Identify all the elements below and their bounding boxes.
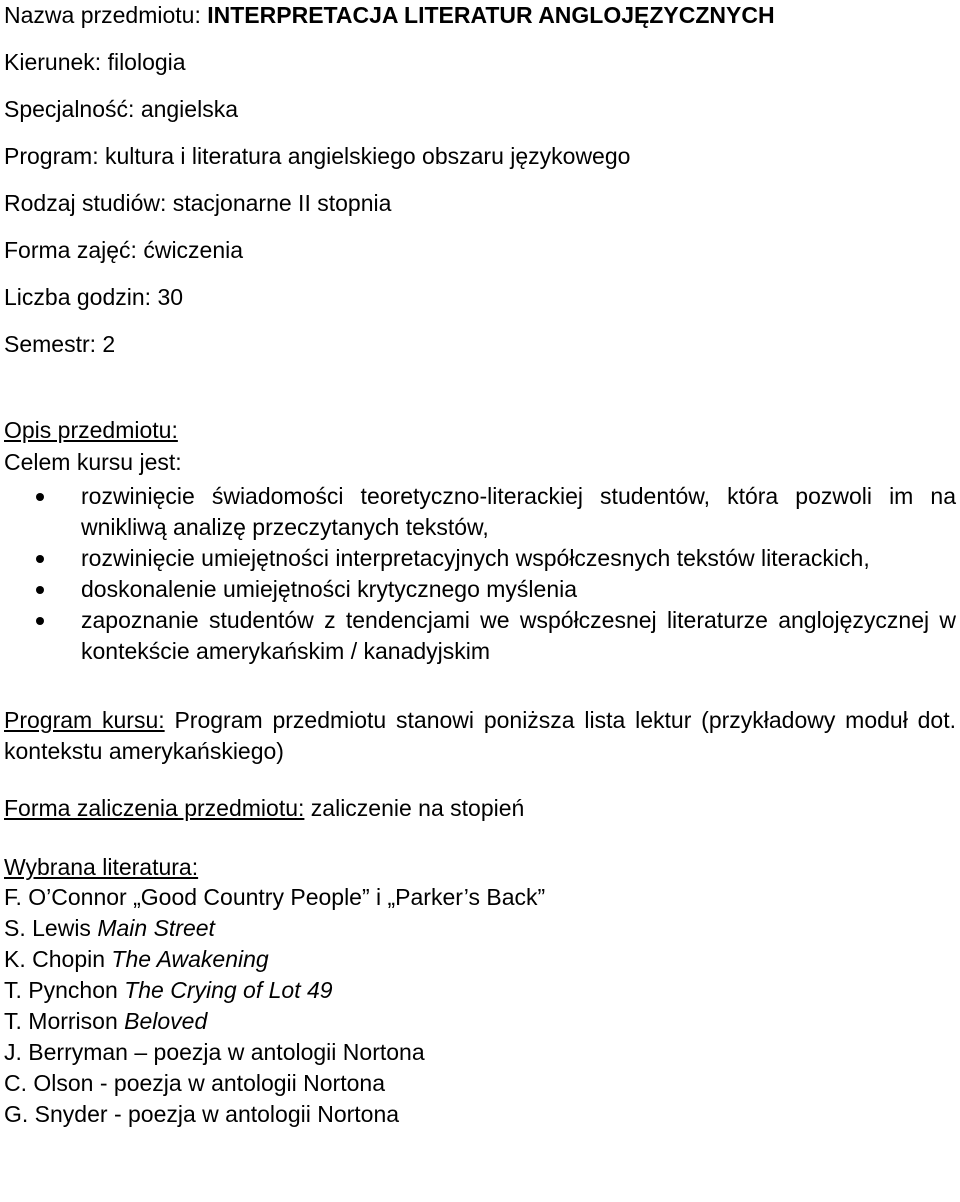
list-item: [4, 1068, 956, 1099]
meta-label: Specjalność:: [4, 96, 141, 122]
reading-title: – poezja w antologii Nortona: [134, 1039, 425, 1065]
meta-rodzaj-studiow: [4, 188, 956, 235]
reading-title: - poezja w antologii Nortona: [99, 1070, 385, 1096]
reading-author: J. Berryman: [4, 1039, 135, 1065]
meta-label: Semestr:: [4, 331, 103, 357]
meta-value: ćwiczenia: [143, 237, 244, 263]
meta-value: filologia: [107, 49, 186, 75]
meta-label: Rodzaj studiów:: [4, 190, 173, 216]
opis-heading-text: Opis przedmiotu:: [4, 417, 178, 443]
meta-liczba-godzin: [4, 282, 956, 329]
literatura-section: [4, 852, 956, 1130]
reading-title: „Good Country People” i „Parker’s Back”: [133, 884, 546, 910]
forma-zaliczenia-text: zaliczenie na stopień: [304, 795, 525, 821]
reading-author: T. Pynchon: [4, 977, 125, 1003]
list-item-text: rozwinięcie umiejętności interpretacyjnych współczesnych tekstów literackich,: [81, 545, 870, 571]
meta-value: kultura i literatura angielskiego obszaru językowego: [104, 143, 631, 169]
meta-value: stacjonarne II stopnia: [172, 190, 392, 216]
meta-section: [4, 0, 956, 376]
forma-zaliczenia-section: [4, 793, 956, 824]
reading-title: Main Street: [97, 915, 215, 941]
list-item: [4, 574, 956, 605]
meta-value: 2: [102, 331, 116, 357]
program-label: Program kursu:: [4, 707, 165, 733]
course-title: INTERPRETACJA LITERATUR ANGLOJĘZYCZNYCH: [207, 2, 775, 28]
program-section: [4, 705, 956, 767]
meta-kierunek: [4, 47, 956, 94]
list-item-text: doskonalenie umiejętności krytycznego myślenia: [81, 576, 578, 602]
meta-value: angielska: [140, 96, 238, 122]
list-item: [4, 944, 956, 975]
list-item: [4, 882, 956, 913]
list-item: [4, 543, 956, 574]
bullet-icon: [36, 493, 44, 501]
meta-program: [4, 141, 956, 188]
bullet-icon: [36, 555, 44, 563]
list-item: [4, 605, 956, 667]
literatura-heading-text: Wybrana literatura:: [4, 854, 199, 880]
opis-heading: [4, 415, 956, 445]
reading-author: K. Chopin: [4, 946, 112, 972]
reading-author: C. Olson: [4, 1070, 100, 1096]
reading-title: The Crying of Lot 49: [124, 977, 333, 1003]
literatura-heading: [4, 852, 956, 882]
reading-title: The Awakening: [111, 946, 269, 972]
list-item: [4, 1037, 956, 1068]
goals-list: [4, 481, 956, 667]
reading-author: S. Lewis: [4, 915, 98, 941]
meta-label: Kierunek:: [4, 49, 108, 75]
reading-list: [4, 882, 956, 1130]
meta-label: Nazwa przedmiotu:: [4, 2, 208, 28]
meta-label: Forma zajęć:: [4, 237, 144, 263]
meta-label: Liczba godzin:: [4, 284, 158, 310]
opis-section: [4, 415, 956, 667]
list-item: [4, 481, 956, 543]
meta-specjalnosc: [4, 94, 956, 141]
opis-intro: Celem kursu jest:: [4, 449, 182, 475]
reading-title: Beloved: [124, 1008, 208, 1034]
reading-author: G. Snyder: [4, 1101, 114, 1127]
meta-label: Program:: [4, 143, 105, 169]
reading-author: F. O’Connor: [4, 884, 134, 910]
bullet-icon: [36, 586, 44, 594]
reading-author: T. Morrison: [4, 1008, 125, 1034]
meta-semestr: [4, 329, 956, 376]
list-item-text: zapoznanie studentów z tendencjami we współczesnej literaturze anglojęzycznej w kontekście amerykańskim / kanadyjskim: [81, 607, 956, 664]
program-text: Program przedmiotu stanowi poniższa lista lektur (przykładowy moduł dot. kontekstu amerykańskiego): [4, 707, 956, 764]
list-item-text: rozwinięcie świadomości teoretyczno-literackiej studentów, która pozwoli im na wnikliwą analizę przeczytanych tekstów,: [81, 483, 956, 540]
meta-forma-zajec: [4, 235, 956, 282]
forma-zaliczenia-label: Forma zaliczenia przedmiotu:: [4, 795, 305, 821]
meta-course-name: [4, 0, 956, 47]
list-item: [4, 975, 956, 1006]
list-item: [4, 1006, 956, 1037]
list-item: [4, 1099, 956, 1130]
document-page: [4, 0, 956, 1130]
list-item: [4, 913, 956, 944]
reading-title: - poezja w antologii Nortona: [113, 1101, 400, 1127]
meta-value: 30: [157, 284, 184, 310]
bullet-icon: [36, 617, 44, 625]
